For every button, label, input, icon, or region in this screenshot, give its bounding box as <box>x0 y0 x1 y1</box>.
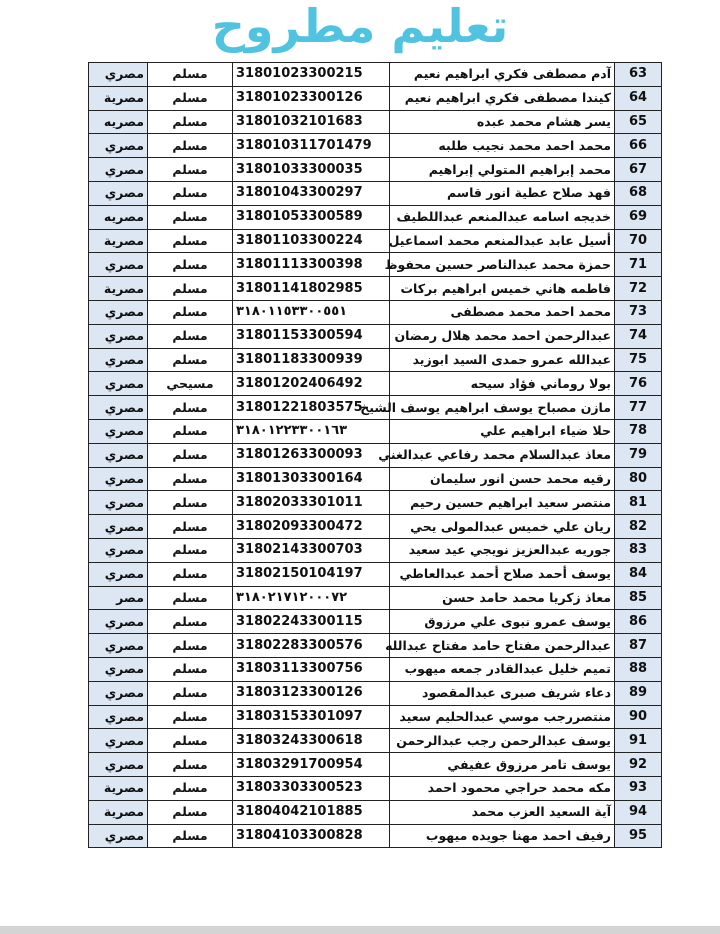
student-name-cell: خديجه اسامه عبدالمنعم عبداللطيف <box>390 205 615 229</box>
national-id-cell: 31801023300215 <box>233 63 390 87</box>
student-name-cell: جوريه عبدالعزيز نويجي عيد سعيد <box>390 538 615 562</box>
table-row <box>89 515 662 539</box>
row-number-cell: 68 <box>615 181 662 205</box>
table-row <box>89 181 662 205</box>
national-id-cell: 31801043300297 <box>233 181 390 205</box>
national-id-cell: 31801032101683 <box>233 110 390 134</box>
table-row <box>89 86 662 110</box>
religion-cell: مسلم <box>148 681 233 705</box>
nationality-cell: مصري <box>89 610 148 634</box>
table-row <box>89 467 662 491</box>
student-name-cell: آية السعيد العزب محمد <box>390 800 615 824</box>
student-name-cell: منتصررجب موسي عبدالحليم سعيد <box>390 705 615 729</box>
row-number-cell: 84 <box>615 562 662 586</box>
nationality-cell: مصرية <box>89 277 148 301</box>
row-number-cell: 79 <box>615 443 662 467</box>
row-number-cell: 92 <box>615 753 662 777</box>
religion-cell: مسلم <box>148 419 233 443</box>
nationality-cell: مصرية <box>89 776 148 800</box>
row-number-cell: 88 <box>615 657 662 681</box>
religion-cell: مسلم <box>148 467 233 491</box>
row-number-cell: 81 <box>615 491 662 515</box>
student-name-cell: محمد احمد محمد نجيب طلبه <box>390 134 615 158</box>
table-row <box>89 324 662 348</box>
religion-cell: مسلم <box>148 181 233 205</box>
table-row <box>89 776 662 800</box>
row-number-cell: 91 <box>615 729 662 753</box>
nationality-cell: مصري <box>89 634 148 658</box>
religion-cell: مسلم <box>148 729 233 753</box>
table-row <box>89 538 662 562</box>
nationality-cell: مصري <box>89 348 148 372</box>
religion-cell: مسلم <box>148 134 233 158</box>
nationality-cell: مصري <box>89 419 148 443</box>
student-name-cell: يوسف عمرو نبوى علي مرزوق <box>390 610 615 634</box>
national-id-cell: 31803123300126 <box>233 681 390 705</box>
nationality-cell: مصرية <box>89 86 148 110</box>
row-number-cell: 94 <box>615 800 662 824</box>
religion-cell: مسلم <box>148 63 233 87</box>
nationality-cell: مصري <box>89 134 148 158</box>
table-row <box>89 729 662 753</box>
table-row <box>89 134 662 158</box>
national-id-cell: 31802033301011 <box>233 491 390 515</box>
national-id-cell: ٣١٨٠١٢٢٣٣٠٠١٦٣ <box>233 419 390 443</box>
student-name-cell: فاطمه هاني خميس ابراهيم بركات <box>390 277 615 301</box>
religion-cell: مسلم <box>148 705 233 729</box>
table-row <box>89 396 662 420</box>
religion-cell: مسلم <box>148 443 233 467</box>
student-name-cell: يوسف عبدالرحمن رجب عبدالرحمن <box>390 729 615 753</box>
nationality-cell: مصري <box>89 538 148 562</box>
nationality-cell: مصري <box>89 253 148 277</box>
nationality-cell: مصريه <box>89 110 148 134</box>
student-name-cell: مكه محمد حراجي محمود احمد <box>390 776 615 800</box>
national-id-cell: 31802150104197 <box>233 562 390 586</box>
nationality-cell: مصري <box>89 824 148 848</box>
nationality-cell: مصري <box>89 491 148 515</box>
religion-cell: مسلم <box>148 229 233 253</box>
table-row <box>89 443 662 467</box>
nationality-cell: مصرية <box>89 800 148 824</box>
nationality-cell: مصري <box>89 63 148 87</box>
row-number-cell: 78 <box>615 419 662 443</box>
nationality-cell: مصري <box>89 467 148 491</box>
row-number-cell: 95 <box>615 824 662 848</box>
row-number-cell: 82 <box>615 515 662 539</box>
nationality-cell: مصرية <box>89 229 148 253</box>
table-row <box>89 800 662 824</box>
table-row <box>89 110 662 134</box>
nationality-cell: مصري <box>89 443 148 467</box>
student-name-cell: منتصر سعيد ابراهيم حسين رحيم <box>390 491 615 515</box>
row-number-cell: 73 <box>615 300 662 324</box>
row-number-cell: 67 <box>615 158 662 182</box>
table-row <box>89 562 662 586</box>
table-row <box>89 681 662 705</box>
religion-cell: مسلم <box>148 86 233 110</box>
table-row <box>89 657 662 681</box>
student-name-cell: يوسف تامر مرزوق عفيفي <box>390 753 615 777</box>
national-id-cell: 31803113300756 <box>233 657 390 681</box>
nationality-cell: مصري <box>89 729 148 753</box>
religion-cell: مسلم <box>148 205 233 229</box>
table-row <box>89 491 662 515</box>
national-id-cell: 31801053300589 <box>233 205 390 229</box>
row-number-cell: 75 <box>615 348 662 372</box>
national-id-cell: 318010311701479 <box>233 134 390 158</box>
student-name-cell: محمد إبراهيم المتولي إبراهيم <box>390 158 615 182</box>
student-name-cell: كيندا مصطفى فكري ابراهيم نعيم <box>390 86 615 110</box>
nationality-cell: مصري <box>89 657 148 681</box>
religion-cell: مسلم <box>148 348 233 372</box>
nationality-cell: مصري <box>89 753 148 777</box>
religion-cell: مسلم <box>148 277 233 301</box>
student-name-cell: حمزة محمد عبدالناصر حسين محفوظ <box>390 253 615 277</box>
row-number-cell: 65 <box>615 110 662 134</box>
student-name-cell: حلا ضياء ابراهيم علي <box>390 419 615 443</box>
roster-body <box>89 63 662 848</box>
religion-cell: مسلم <box>148 253 233 277</box>
row-number-cell: 93 <box>615 776 662 800</box>
nationality-cell: مصري <box>89 181 148 205</box>
nationality-cell: مصري <box>89 158 148 182</box>
row-number-cell: 76 <box>615 372 662 396</box>
table-row <box>89 229 662 253</box>
national-id-cell: 31801303300164 <box>233 467 390 491</box>
national-id-cell: 31801153300594 <box>233 324 390 348</box>
nationality-cell: مصري <box>89 705 148 729</box>
table-row <box>89 419 662 443</box>
row-number-cell: 74 <box>615 324 662 348</box>
national-id-cell: 31801202406492 <box>233 372 390 396</box>
nationality-cell: مصري <box>89 681 148 705</box>
watermark-title: تعليم مطروح <box>211 0 509 53</box>
national-id-cell: ٣١٨٠٢١٧١٢٠٠٠٧٢ <box>233 586 390 610</box>
table-row <box>89 634 662 658</box>
religion-cell: مسلم <box>148 610 233 634</box>
table-row <box>89 300 662 324</box>
table-row <box>89 824 662 848</box>
student-name-cell: رفيف احمد مهنا جويده ميهوب <box>390 824 615 848</box>
table-row <box>89 158 662 182</box>
student-name-cell: أسيل عابد عبدالمنعم محمد اسماعيل <box>390 229 615 253</box>
religion-cell: مسلم <box>148 324 233 348</box>
row-number-cell: 89 <box>615 681 662 705</box>
table-row <box>89 63 662 87</box>
student-name-cell: دعاء شريف صبرى عبدالمقصود <box>390 681 615 705</box>
national-id-cell: 31801103300224 <box>233 229 390 253</box>
national-id-cell: 31802243300115 <box>233 610 390 634</box>
row-number-cell: 85 <box>615 586 662 610</box>
student-name-cell: يسر هشام محمد عبده <box>390 110 615 134</box>
religion-cell: مسلم <box>148 491 233 515</box>
religion-cell: مسلم <box>148 515 233 539</box>
national-id-cell: 31801141802985 <box>233 277 390 301</box>
national-id-cell: 31801113300398 <box>233 253 390 277</box>
table-row <box>89 372 662 396</box>
national-id-cell: 31803291700954 <box>233 753 390 777</box>
table-row <box>89 277 662 301</box>
national-id-cell: 31802283300576 <box>233 634 390 658</box>
student-name-cell: رقيه محمد حسن انور سليمان <box>390 467 615 491</box>
religion-cell: مسلم <box>148 800 233 824</box>
table-row <box>89 705 662 729</box>
religion-cell: مسلم <box>148 158 233 182</box>
religion-cell: مسلم <box>148 824 233 848</box>
religion-cell: مسلم <box>148 634 233 658</box>
nationality-cell: مصر <box>89 586 148 610</box>
student-name-cell: آدم مصطفى فكري ابراهيم نعيم <box>390 63 615 87</box>
student-name-cell: عبدالرحمن مفتاح حامد مفتاح عبدالله <box>390 634 615 658</box>
student-name-cell: معاذ زكريا محمد حامد حسن <box>390 586 615 610</box>
row-number-cell: 83 <box>615 538 662 562</box>
row-number-cell: 72 <box>615 277 662 301</box>
student-name-cell: محمد احمد محمد مصطفى <box>390 300 615 324</box>
student-name-cell: مازن مصباح يوسف ابراهيم يوسف الشيخ <box>390 396 615 420</box>
nationality-cell: مصري <box>89 372 148 396</box>
national-id-cell: 31801023300126 <box>233 86 390 110</box>
religion-cell: مسلم <box>148 657 233 681</box>
religion-cell: مسلم <box>148 776 233 800</box>
nationality-cell: مصريه <box>89 205 148 229</box>
national-id-cell: ٣١٨٠١١٥٣٣٠٠٥٥١ <box>233 300 390 324</box>
row-number-cell: 77 <box>615 396 662 420</box>
religion-cell: مسلم <box>148 562 233 586</box>
religion-cell: مسلم <box>148 396 233 420</box>
table-row <box>89 348 662 372</box>
student-name-cell: معاذ عبدالسلام محمد رفاعي عبدالغني <box>390 443 615 467</box>
national-id-cell: 31804042101885 <box>233 800 390 824</box>
national-id-cell: 31802093300472 <box>233 515 390 539</box>
student-name-cell: ريان علي خميس عبدالمولى يحي <box>390 515 615 539</box>
row-number-cell: 87 <box>615 634 662 658</box>
nationality-cell: مصري <box>89 324 148 348</box>
bottom-strip <box>0 926 720 934</box>
row-number-cell: 70 <box>615 229 662 253</box>
nationality-cell: مصري <box>89 396 148 420</box>
nationality-cell: مصري <box>89 562 148 586</box>
student-name-cell: عبدالله عمرو حمدى السيد ابوزيد <box>390 348 615 372</box>
table-row <box>89 586 662 610</box>
national-id-cell: 31803153301097 <box>233 705 390 729</box>
student-name-cell: بولا روماني فؤاد سيحه <box>390 372 615 396</box>
national-id-cell: 31804103300828 <box>233 824 390 848</box>
student-name-cell: فهد صلاح عطية انور قاسم <box>390 181 615 205</box>
table-row <box>89 753 662 777</box>
religion-cell: مسيحي <box>148 372 233 396</box>
row-number-cell: 69 <box>615 205 662 229</box>
national-id-cell: 31802143300703 <box>233 538 390 562</box>
religion-cell: مسلم <box>148 300 233 324</box>
row-number-cell: 64 <box>615 86 662 110</box>
religion-cell: مسلم <box>148 586 233 610</box>
row-number-cell: 63 <box>615 63 662 87</box>
row-number-cell: 86 <box>615 610 662 634</box>
religion-cell: مسلم <box>148 110 233 134</box>
row-number-cell: 80 <box>615 467 662 491</box>
national-id-cell: 31801183300939 <box>233 348 390 372</box>
row-number-cell: 66 <box>615 134 662 158</box>
student-name-cell: عبدالرحمن احمد محمد هلال رمضان <box>390 324 615 348</box>
national-id-cell: 31803243300618 <box>233 729 390 753</box>
national-id-cell: 31803303300523 <box>233 776 390 800</box>
table-row <box>89 610 662 634</box>
national-id-cell: 31801033300035 <box>233 158 390 182</box>
table-row <box>89 253 662 277</box>
nationality-cell: مصري <box>89 515 148 539</box>
student-name-cell: تميم خليل عبدالقادر جمعه ميهوب <box>390 657 615 681</box>
table-row <box>89 205 662 229</box>
student-name-cell: يوسف أحمد صلاح أحمد عبدالعاطي <box>390 562 615 586</box>
row-number-cell: 71 <box>615 253 662 277</box>
national-id-cell: 31801263300093 <box>233 443 390 467</box>
religion-cell: مسلم <box>148 753 233 777</box>
religion-cell: مسلم <box>148 538 233 562</box>
nationality-cell: مصري <box>89 300 148 324</box>
student-roster-table <box>88 62 662 848</box>
row-number-cell: 90 <box>615 705 662 729</box>
national-id-cell: 31801221803575 <box>233 396 390 420</box>
